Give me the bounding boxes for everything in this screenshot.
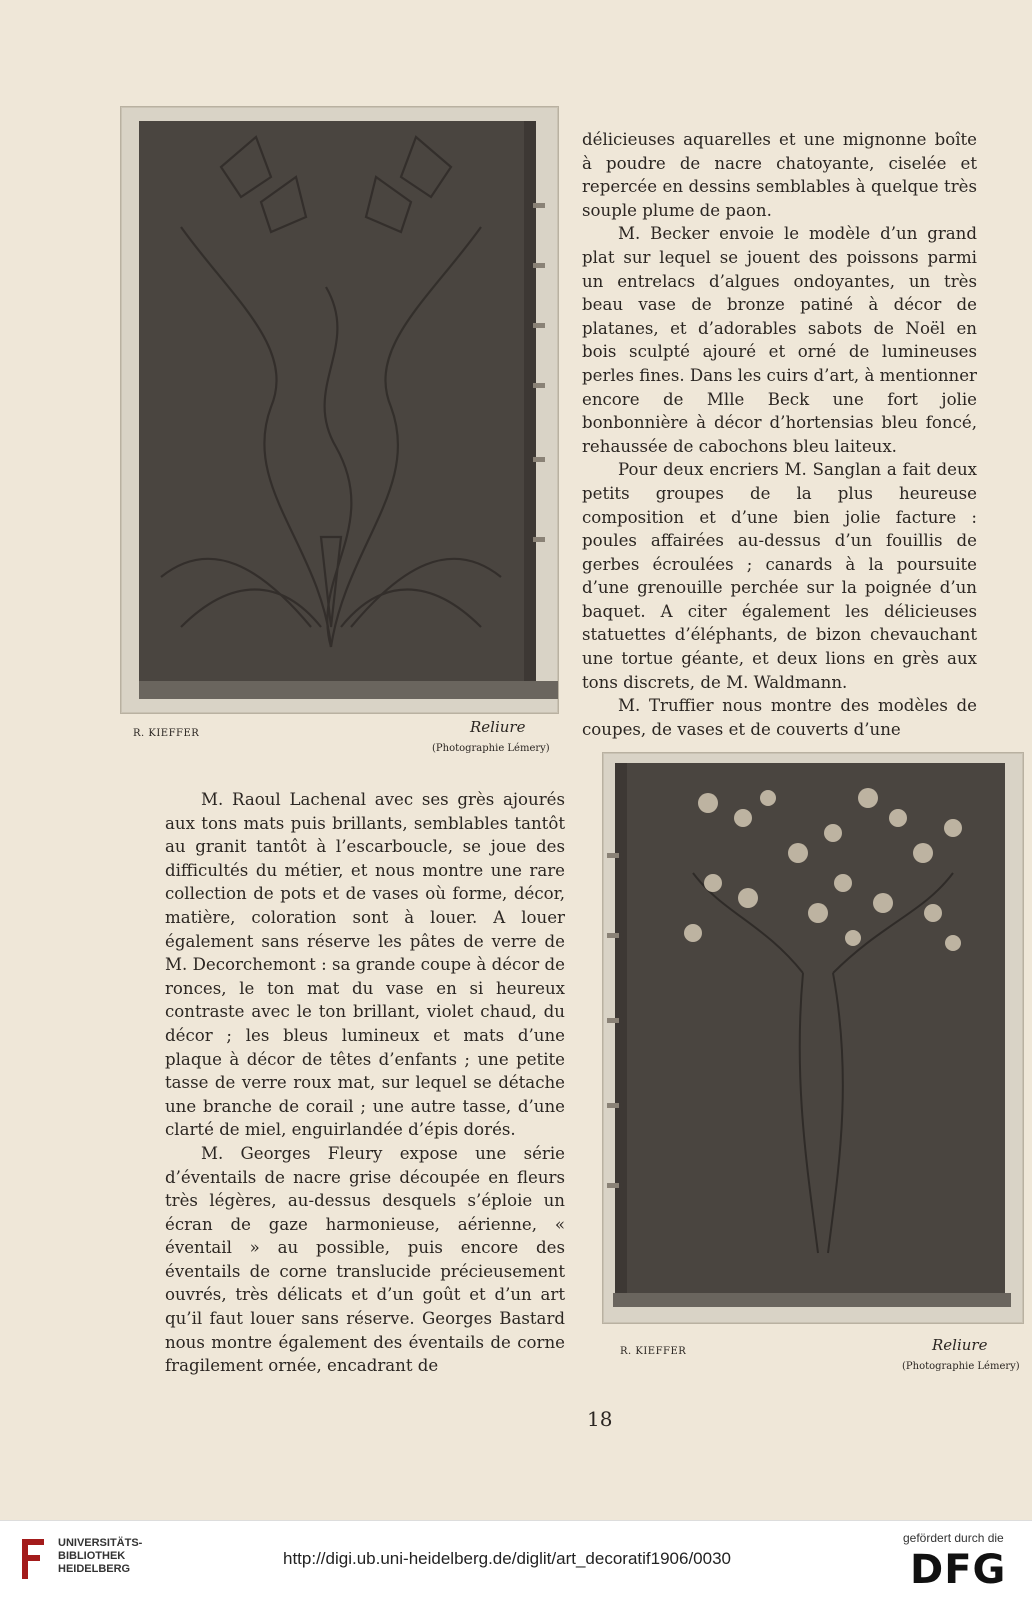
digitization-footer [0,1520,1032,1604]
text-column-right [582,128,977,741]
library-name-line: BIBLIOTHEK [58,1550,126,1562]
paragraph: M. Raoul Lachenal avec ses grès ajourés aux tons mats puis brillants, semblables tantôt au granit tantôt à l’escarboucle, se joue des difficultés du métier, et nous montre une rare collection de pots et de vases où forme, décor, matière, coloration sont à louer. A louer également sans réserve les pâtes de verre de M. Decorchemont : sa grande coupe à décor de ronces, le ton mat du vase en si heureux contraste avec le ton brillant, violet chaud, du décor ; les bleus lumineux et mats d’une plaque à décor de têtes d’enfants ; une petite tasse de verre roux mat, sur lequel se détache une branche de corail ; une autre tasse, d’une clarté de miel, enguirlandée d’épis dorés. [165,790,565,1140]
figure-2-title: Reliure [932,1336,988,1354]
paragraph: M. Becker envoie le modèle d’un grand plat sur lequel se jouent des poissons parmi un entrelacs d’algues ondoyantes, un très beau vase de bronze patiné à décor de platanes, et d’adorables sabots de Noël en bois sculpté ajouré et orné de lumineuses perles fines. Dans les cuirs d’art, à mentionner encore de Mlle Beck une fort jolie bonbonnière à décor d’hortensias bleu foncé, rehaussée de cabochons bleu laiteux. [582,224,977,456]
paragraph: M. Georges Fleury expose une série d’éventails de nacre grise découpée en fleurs très légères, au-dessus desquels s’éploie un écran de gaze harmonieuse, aérienne, « éventail » au possible, puis encore des éventails de corne translucide précieusement ouvrés, très délicats et d’un goût et d’un art qu’il faut louer sans réserve. Georges Bastard nous montre également des éventails de corne fragilement ornée, encadrant de [165,1143,565,1376]
figure-1-photographer: R. KIEFFER [133,728,200,739]
figure-2-credit: (Photographie Lémery) [902,1361,1020,1372]
library-name-line: HEIDELBERG [58,1563,131,1575]
binding-photo-2 [602,752,1024,1324]
library-name [58,1537,142,1576]
paragraph: M. Truffier nous montre des modèles de coupes, de vases et de couverts d’une [582,696,977,739]
text-column-left [165,788,565,1378]
figure-1-credit: (Photographie Lémery) [432,743,550,754]
source-url-link[interactable]: http://digi.ub.uni-heidelberg.de/diglit/art_decoratif1906/0030 [283,1549,731,1568]
floral-leather-binding-2 [603,753,1023,1323]
paragraph: délicieuses aquarelles et une mignonne boîte à poudre de nacre chatoyante, ciselée et repercée en dessins semblables à quelque très souple plume de paon. [582,130,977,220]
dfg-logo: DFG [910,1547,1007,1593]
library-name-line: UNIVERSITÄTS- [58,1537,143,1549]
funder-note: gefördert durch die [903,1531,1004,1545]
page-number: 18 [587,1407,613,1431]
paragraph: Pour deux encriers M. Sanglan a fait deux petits groupes de la plus heureuse composition et d’une bien jolie facture : poules affairées au-dessus d’un fouillis de gerbes écroulées ; canards à la poursuite d’une grenouille perchée sur la poignée d’un baquet. A citer également les délicieuses statuettes d’éléphants, de bizon chevauchant une tortue géante, et deux lions en grès aux tons discrets, de M. Waldmann. [582,460,977,692]
figure-1-title: Reliure [470,718,526,736]
figure-2-photographer: R. KIEFFER [620,1346,687,1357]
university-library-logo-icon [18,1535,48,1583]
binding-photo-1 [120,106,559,714]
tooled-leather-binding-1 [121,107,558,713]
